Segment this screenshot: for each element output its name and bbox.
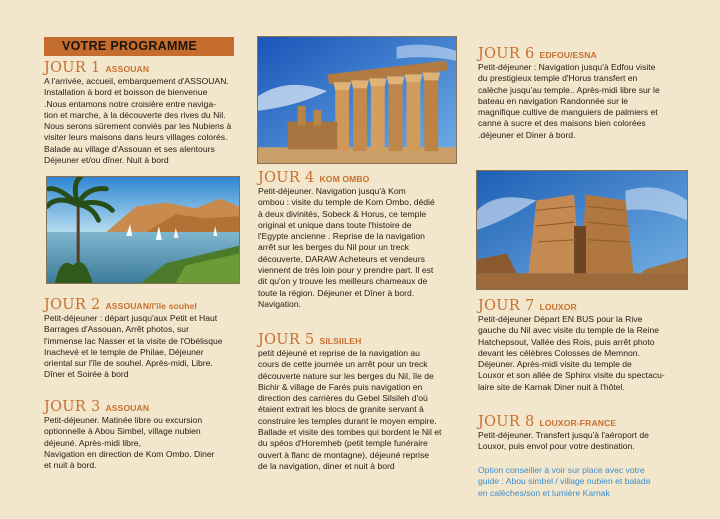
day-2-title: JOUR 2 <box>44 297 101 313</box>
day-5-text: petit déjeuné et reprise de la navigation au cours de cette journée un arrêt pour un treck découverte nature sur les berges du Nil, île de Bichir & village de Farés puis navigation en direction des carrières du Gebel Silsileh d'où étaient extrait les blocs de granite servant à construire les temples durant le moyen empire. Ballade et visite des tombes qui bordent le Nil et du spéos d'Horemheb (petit temple funéraire ouvert à flanc de montagne), déjeuné reprise de la navigation, diner et nuit à bord <box>258 348 442 471</box>
day-4-place: KOM OMBO <box>319 174 370 184</box>
kom-ombo-temple-photo <box>257 36 457 164</box>
day-2-text: Petit-déjeuner : départ jusqu'aux Petit et Haut Barrages d'Assouan, Arrêt photos, sur l'immense lac Nasser et la visite de l'Obélisque Inachevé et le temple de Philae, Déjeuner oriental sur l'île de souhel. Après-midi, Libre. Dîner et Soirée à bord <box>44 313 223 380</box>
day-4-title: JOUR 4 <box>258 170 315 186</box>
nile-palms-photo <box>46 176 240 284</box>
day-3-place: ASSOUAN <box>105 403 150 413</box>
day-1-section <box>44 60 249 166</box>
day-1-place: ASSOUAN <box>105 64 150 74</box>
day-8-title: JOUR 8 <box>478 414 535 430</box>
day-7-text: Petit-déjeuner Départ EN BUS pour la Rive gauche du Nil avec visite du temple de la Reine Hatchepsout, Vallée des Rois, puis arrêt photo devant les célèbres Colosses de Memnon. Déjeuner. Après-midi visite du temple de Louxor et son allée de Sphinx visite du spectacu- laire site de Karnak Diner nuit à l'hôtel. <box>478 314 665 392</box>
day-4-section <box>258 170 468 310</box>
day-7-title: JOUR 7 <box>478 298 535 314</box>
day-5-title: JOUR 5 <box>258 332 315 348</box>
option-tip: Option conseiller à voir sur place avec votre guide : Abou simbel / village nubien et balade en calèches/son et lumière Karnak <box>478 465 651 498</box>
day-8-place: LOUXOR-FRANCE <box>539 418 617 428</box>
day-6-place: EDFOU/ESNA <box>539 50 597 60</box>
day-5-section <box>258 332 470 472</box>
day-7-section <box>478 298 700 393</box>
day-2-section <box>44 297 249 381</box>
programme-title: VOTRE PROGRAMME <box>62 39 198 53</box>
day-2-place: ASSOUAN/l'île souhel <box>105 301 197 311</box>
day-6-title: JOUR 6 <box>478 46 535 62</box>
day-3-text: Petit-déjeuner. Matinée libre ou excursion optionnelle à Abou Simbel, village nubien déjeuné. Après-midi libre, Navigation en direction de Kom Ombo. Diner et nuit à bord. <box>44 415 215 471</box>
edfu-temple-photo <box>476 170 688 290</box>
day-7-place: LOUXOR <box>539 302 577 312</box>
day-1-title: JOUR 1 <box>44 60 101 76</box>
day-5-place: SILSIILEH <box>319 336 362 346</box>
day-6-section <box>478 46 700 141</box>
day-8-section <box>478 414 700 453</box>
day-8-text: Petit-déjeuner. Transfert jusqu'à l'aéroport de Louxor, puis envol pour votre destination. <box>478 430 649 452</box>
day-3-section <box>44 399 249 471</box>
day-4-text: Petit-déjeuner. Navigation jusqu'à Kom ombou : visite du temple de Kom Ombo, dédié à deux divinités, Sobeck & Horus, ce temple original et unique dans toute l'histoire de l'Egypte ancienne . Reprise de la navigation arrêt sur les berges du Nil pour un treck découverte, DARAW Acheteurs et vendeurs viennent de très loin pour y prendre part. Il est dit qu'on y trouve les meilleurs chameaux de toute la région. Déjeuner et Dîner à bord. Navigation. <box>258 186 435 309</box>
day-1-text: A l'arrivée, accueil, embarquement d'ASSOUAN. Installation à bord et boisson de bienvenue .Nous entamons notre croisière entre naviga- tion et marche, à la découverte des rives du Nil. Nous serons sûrement conviés par les Nubiens à visiter leurs maisons dans leurs villages colorés. Balade au village d'Assouan et ses alentours Déjeuner et/ou dîner. Nuit à bord <box>44 76 232 166</box>
day-6-text: Petit-déjeuner : Navigation jusqu'à Edfou visite du prestigieux temple d'Horus transfert en calèche jusqu'au temple.. Après-midi libre sur le bateau en navigation Randonnée sur le magnifique cultive de manguiers de palmiers et canne à sucre et des maisons bien colorées .déjeuner et Diner à bord. <box>478 62 660 140</box>
day-3-title: JOUR 3 <box>44 399 101 415</box>
programme-banner <box>44 37 234 56</box>
